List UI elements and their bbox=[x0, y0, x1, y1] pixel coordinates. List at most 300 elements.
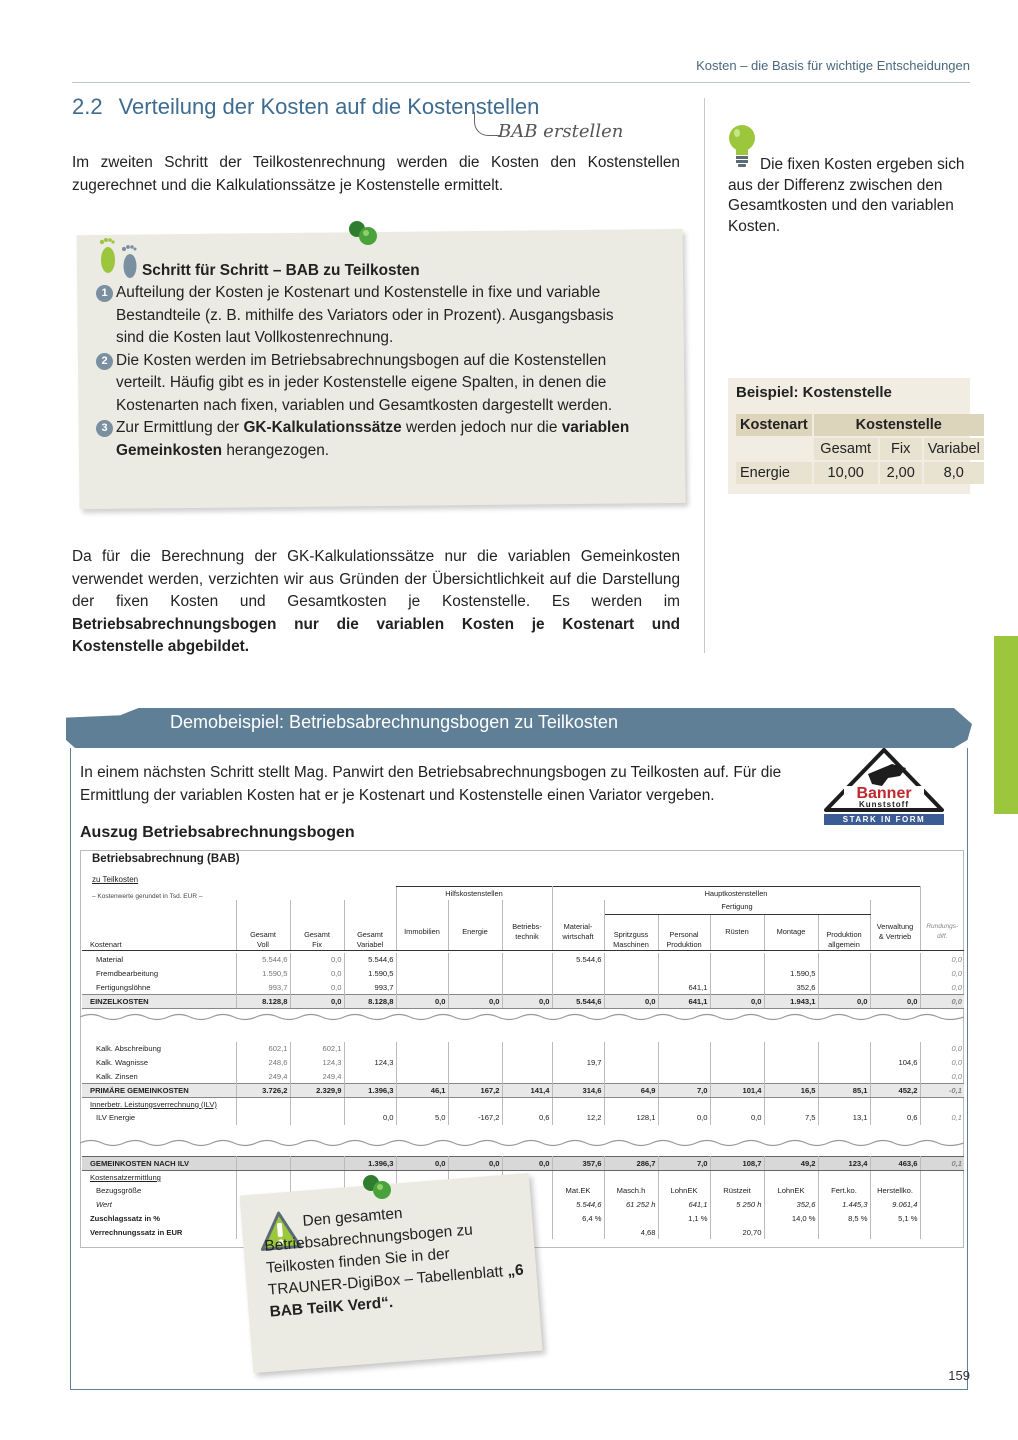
bab-cell: 14,0 % bbox=[764, 1212, 818, 1226]
bab-col-label: Material- bbox=[563, 921, 593, 931]
bab-col-ruesten: Rüsten bbox=[710, 914, 764, 950]
bab-cell: 9.061,4 bbox=[870, 1198, 920, 1212]
bab-cell: 7,5 bbox=[764, 1111, 818, 1125]
bab-cell: 0,0 bbox=[396, 994, 448, 1008]
bab-col-label: & Vertrieb bbox=[878, 931, 912, 941]
bab-row-label: Kalk. Abschreibung bbox=[82, 1042, 236, 1056]
bab-col-label: Rundungs- bbox=[926, 922, 959, 930]
table-row bbox=[82, 1042, 964, 1056]
bab-cell: 1.396,3 bbox=[344, 1083, 396, 1097]
bab-cell: -0,1 bbox=[920, 1083, 964, 1097]
example-value: 2,00 bbox=[880, 462, 922, 484]
bab-cell bbox=[236, 1170, 290, 1184]
bab-cell: 0,0 bbox=[818, 994, 870, 1008]
bab-cell: 0,0 bbox=[290, 953, 344, 967]
page-number: 159 bbox=[948, 1368, 970, 1383]
step-text-part: herangezogen. bbox=[222, 441, 330, 459]
bab-row-label: Material bbox=[82, 953, 236, 967]
bab-subtitle: zu Teilkosten bbox=[92, 875, 139, 884]
bab-cell bbox=[764, 1170, 818, 1184]
bab-cell bbox=[448, 1097, 502, 1111]
bab-cell: 8.128,8 bbox=[344, 994, 396, 1008]
bab-cell bbox=[870, 1070, 920, 1084]
step-item bbox=[96, 282, 636, 350]
bab-col-immobilien: Immobilien bbox=[396, 914, 448, 950]
bab-col-label: Betriebs- bbox=[512, 921, 542, 931]
bab-group-hilfs: Hilfskostenstellen bbox=[396, 887, 552, 901]
table-row bbox=[82, 1097, 964, 1111]
bab-cell bbox=[290, 1111, 344, 1125]
bab-cell: 141,4 bbox=[502, 1083, 552, 1097]
bab-cell: 0,0 bbox=[710, 1111, 764, 1125]
section-title-text: Verteilung der Kosten auf die Kostenstellen bbox=[118, 94, 540, 119]
bab-cell bbox=[818, 1097, 870, 1111]
bab-col-gesamt-variabel bbox=[344, 914, 396, 950]
step-text bbox=[116, 419, 629, 459]
bab-cell bbox=[658, 967, 710, 981]
example-value: 10,00 bbox=[814, 462, 878, 484]
bab-cell: 101,4 bbox=[710, 1083, 764, 1097]
table-row bbox=[82, 1083, 964, 1097]
bab-cell bbox=[710, 1212, 764, 1226]
step-text-part: Zur Ermittlung der bbox=[116, 419, 244, 436]
bab-cell bbox=[448, 967, 502, 981]
bab-cell bbox=[870, 1097, 920, 1111]
bab-cell bbox=[396, 1042, 448, 1056]
bab-col-produktion bbox=[818, 914, 870, 950]
bab-cell bbox=[920, 1212, 964, 1226]
bab-cell: 0,0 bbox=[502, 994, 552, 1008]
bab-cell: 5,0 bbox=[396, 1111, 448, 1125]
bab-col-label: Gesamt bbox=[250, 929, 276, 939]
bab-cell: 49,2 bbox=[764, 1157, 818, 1171]
bab-row-label: Innerbetr. Leistungsverrechnung (ILV) bbox=[82, 1097, 236, 1111]
bab-cell: 993,7 bbox=[344, 981, 396, 995]
bab-cell bbox=[710, 1170, 764, 1184]
bab-cell: 0,0 bbox=[920, 967, 964, 981]
bab-cell: 357,6 bbox=[552, 1157, 604, 1171]
bab-cell bbox=[552, 1225, 604, 1239]
step-item bbox=[96, 417, 636, 462]
bab-cell: 249,4 bbox=[290, 1070, 344, 1084]
bab-col-label: Fix bbox=[312, 939, 322, 949]
bab-col-betriebstechnik bbox=[502, 914, 552, 950]
bab-cell: 104,6 bbox=[870, 1056, 920, 1070]
bab-row-label: Wert bbox=[82, 1198, 236, 1212]
bab-cell: 641,1 bbox=[658, 981, 710, 995]
bab-cell: 452,2 bbox=[870, 1083, 920, 1097]
bab-col-label: allgemein bbox=[828, 939, 860, 949]
bab-cell: 5.544,6 bbox=[552, 953, 604, 967]
bab-cell: 128,1 bbox=[604, 1111, 658, 1125]
logo-slogan: STARK IN FORM bbox=[824, 814, 944, 825]
table-break-wave bbox=[80, 1012, 964, 1022]
bab-cell bbox=[658, 1170, 710, 1184]
bab-col-label: Verwaltung bbox=[876, 921, 914, 931]
bab-cell bbox=[502, 1056, 552, 1070]
bab-cell: 0,0 bbox=[870, 994, 920, 1008]
bab-row-label: Bezugsgröße bbox=[82, 1184, 236, 1198]
bab-cell: 352,6 bbox=[764, 1198, 818, 1212]
bab-cell: Mat.EK bbox=[552, 1184, 604, 1198]
bab-row-label: Kalk. Zinsen bbox=[82, 1070, 236, 1084]
bab-cell: 0,0 bbox=[344, 1111, 396, 1125]
bab-cell bbox=[764, 1070, 818, 1084]
table-row bbox=[82, 1157, 964, 1171]
bab-cell bbox=[818, 1056, 870, 1070]
bab-col-montage: Montage bbox=[764, 914, 818, 950]
bab-cell bbox=[448, 981, 502, 995]
bab-row-label: ILV Energie bbox=[82, 1111, 236, 1125]
example-subheader: Gesamt bbox=[814, 438, 878, 460]
bab-cell: 5.544,6 bbox=[552, 994, 604, 1008]
bab-cell: 19,7 bbox=[552, 1056, 604, 1070]
bab-cell: Rüstzeit bbox=[710, 1184, 764, 1198]
bab-col-spritzguss bbox=[604, 914, 658, 950]
example-subheader: Fix bbox=[880, 438, 922, 460]
table-row bbox=[82, 1070, 964, 1084]
bab-col-label: Produktion bbox=[826, 929, 862, 939]
bab-cell bbox=[552, 1097, 604, 1111]
step-title: Schritt für Schritt – BAB zu Teilkosten bbox=[142, 262, 420, 279]
bab-cell bbox=[818, 1070, 870, 1084]
bab-cell: 0,0 bbox=[658, 1111, 710, 1125]
bab-cell bbox=[710, 1042, 764, 1056]
bab-cell bbox=[710, 953, 764, 967]
bab-cell bbox=[710, 981, 764, 995]
bab-cell: 64,9 bbox=[604, 1083, 658, 1097]
bab-cell: 0,0 bbox=[920, 1070, 964, 1084]
bab-cell bbox=[870, 981, 920, 995]
bab-cell: 7,0 bbox=[658, 1083, 710, 1097]
bab-row-label: Zuschlagssatz in % bbox=[82, 1212, 236, 1226]
bab-cell bbox=[870, 1042, 920, 1056]
table-row bbox=[82, 981, 964, 995]
step-text: Aufteilung der Kosten je Kostenart und Kostenstelle in fixe und variable Bestandteile (z. B. mithilfe des Variators oder in Prozent). Ausgangsbasis sind die Kosten laut Vollkostenrechnung. bbox=[116, 284, 614, 346]
bab-cell: 5.544,6 bbox=[552, 1198, 604, 1212]
bab-cell bbox=[764, 1042, 818, 1056]
bab-cell bbox=[396, 953, 448, 967]
bab-cell: 1.590,5 bbox=[764, 967, 818, 981]
bab-cell bbox=[920, 1097, 964, 1111]
bab-cell bbox=[236, 1097, 290, 1111]
bab-cell bbox=[920, 1225, 964, 1239]
bab-cell: 5.544,6 bbox=[344, 953, 396, 967]
step-list bbox=[96, 262, 636, 462]
bab-cell bbox=[344, 1097, 396, 1111]
bab-cell: 0,1 bbox=[920, 1157, 964, 1171]
bab-row-label: EINZELKOSTEN bbox=[82, 994, 236, 1008]
bab-cell bbox=[604, 1097, 658, 1111]
bab-row-label: GEMEINKOSTEN NACH ILV bbox=[82, 1157, 236, 1171]
bab-col-label: Personal bbox=[669, 929, 699, 939]
demo-paragraph: In einem nächsten Schritt stellt Mag. Panwirt den Betriebsabrechnungsbogen zu Teilkosten auf. Für die Ermittlung der variablen Kosten hat er je Kostenart und Kostenstelle einen Variator vergeben. bbox=[80, 764, 782, 804]
table-row bbox=[82, 953, 964, 967]
bab-note: – Kostenwerte gerundet in Tsd. EUR – bbox=[92, 893, 203, 900]
bab-col-kostenart: Kostenart bbox=[82, 914, 236, 950]
bab-cell: 1.590,5 bbox=[236, 967, 290, 981]
step-number-badge: 3 bbox=[96, 420, 113, 437]
bab-cell: 124,3 bbox=[344, 1056, 396, 1070]
step-number-badge: 1 bbox=[96, 285, 113, 302]
bab-cell bbox=[502, 1097, 552, 1111]
tip-text-body: Die fixen Kosten ergeben sich aus der Differenz zwischen den Gesamtkosten und den variablen Kosten. bbox=[728, 156, 965, 235]
bab-cell bbox=[658, 953, 710, 967]
bab-cell: 7,0 bbox=[658, 1157, 710, 1171]
bab-cell: 641,1 bbox=[658, 1198, 710, 1212]
bab-cell: 0,0 bbox=[920, 981, 964, 995]
table-row bbox=[82, 1056, 964, 1070]
bab-cell: 641,1 bbox=[658, 994, 710, 1008]
bab-cell: 8,5 % bbox=[818, 1212, 870, 1226]
bab-block-gemeinkosten bbox=[82, 1042, 964, 1125]
bab-cell bbox=[236, 1157, 290, 1171]
bab-cell bbox=[396, 981, 448, 995]
bab-cell: 16,5 bbox=[764, 1083, 818, 1097]
bab-cell bbox=[818, 1225, 870, 1239]
table-break-wave bbox=[80, 1138, 964, 1148]
bab-col-label: Gesamt bbox=[304, 929, 330, 939]
bab-col-label: technik bbox=[515, 931, 539, 941]
bab-cell bbox=[552, 967, 604, 981]
bab-cell: 167,2 bbox=[448, 1083, 502, 1097]
bab-group-fertigung: Fertigung bbox=[604, 900, 870, 914]
bab-group-haupt: Hauptkostenstellen bbox=[552, 887, 920, 901]
bab-col-rundung bbox=[920, 914, 964, 950]
main-paragraph-bold: Betriebsabrechnungsbogen nur die variablen Kosten je Kostenart und Kostenstelle abgebildet. bbox=[72, 615, 680, 655]
bab-cell: 20,70 bbox=[710, 1225, 764, 1239]
bab-cell bbox=[710, 1097, 764, 1111]
bab-cell bbox=[396, 1097, 448, 1111]
section-number: 2.2 bbox=[72, 94, 103, 119]
extract-title: Auszug Betriebsabrechnungsbogen bbox=[80, 824, 355, 841]
bab-cell: 2.329,9 bbox=[290, 1083, 344, 1097]
bab-cell bbox=[870, 967, 920, 981]
bab-cell bbox=[870, 1170, 920, 1184]
bab-cell: 12,2 bbox=[552, 1111, 604, 1125]
bab-cell bbox=[604, 953, 658, 967]
bab-cell bbox=[604, 1056, 658, 1070]
bab-cell: 8.128,8 bbox=[236, 994, 290, 1008]
example-empty-cell bbox=[736, 438, 812, 460]
step-text: Die Kosten werden im Betriebsabrechnungsbogen auf die Kostenstellen verteilt. Häufig gibt es in jeder Kostenstelle eigene Spalten, in denen die Kostenarten nach fixen, variablen und Gesamtkosten dargestellt werden. bbox=[116, 351, 613, 414]
bab-row-label: Fertigungslöhne bbox=[82, 981, 236, 995]
bab-cell: 46,1 bbox=[396, 1083, 448, 1097]
bab-cell: 3.726,2 bbox=[236, 1083, 290, 1097]
bab-col-personal bbox=[658, 914, 710, 950]
bab-cell bbox=[290, 1157, 344, 1171]
table-row bbox=[82, 994, 964, 1008]
bab-row-label: Fremdbearbeitung bbox=[82, 967, 236, 981]
bab-cell: 85,1 bbox=[818, 1083, 870, 1097]
bab-col-gesamt-fix bbox=[290, 914, 344, 950]
bab-cell bbox=[658, 1097, 710, 1111]
bab-cell bbox=[502, 1070, 552, 1084]
example-subheader: Variabel bbox=[924, 438, 984, 460]
bab-cell: Masch.h bbox=[604, 1184, 658, 1198]
bab-cell: Herstellko. bbox=[870, 1184, 920, 1198]
tip-text bbox=[728, 155, 972, 237]
bab-cell bbox=[396, 1056, 448, 1070]
bab-col-energie: Energie bbox=[448, 914, 502, 950]
bab-cell bbox=[448, 953, 502, 967]
bab-cell: 108,7 bbox=[710, 1157, 764, 1171]
bab-cell: 314,6 bbox=[552, 1083, 604, 1097]
bab-cell bbox=[448, 1056, 502, 1070]
bab-cell bbox=[502, 953, 552, 967]
bab-cell bbox=[236, 1111, 290, 1125]
bab-cell bbox=[604, 1170, 658, 1184]
bab-row-label: Kalk. Wagnisse bbox=[82, 1056, 236, 1070]
bab-cell bbox=[818, 1170, 870, 1184]
bab-cell: 5.544,6 bbox=[236, 953, 290, 967]
bab-cell bbox=[658, 1225, 710, 1239]
bab-col-label: Produktion bbox=[666, 939, 702, 949]
bab-cell bbox=[710, 1070, 764, 1084]
warning-text-body: Den gesamten Betriebsabrechnungsbogen zu Teilkosten finden Sie in der TRAUNER-DigiBox – Tabellenblatt bbox=[263, 1205, 509, 1299]
bab-cell bbox=[396, 967, 448, 981]
bab-cell: 0,0 bbox=[604, 994, 658, 1008]
bab-cell: 61 252 h bbox=[604, 1198, 658, 1212]
bab-cell bbox=[502, 981, 552, 995]
bab-cell: 0,0 bbox=[396, 1157, 448, 1171]
bab-cell bbox=[604, 981, 658, 995]
bab-cell bbox=[396, 1070, 448, 1084]
bab-cell bbox=[658, 1056, 710, 1070]
bab-cell: 0,0 bbox=[448, 994, 502, 1008]
chapter-tab bbox=[994, 636, 1018, 814]
bab-cell bbox=[502, 967, 552, 981]
table-row bbox=[82, 1111, 964, 1125]
bab-row-label: Verrechnungssatz in EUR bbox=[82, 1225, 236, 1239]
bab-cell bbox=[870, 953, 920, 967]
bab-cell bbox=[764, 1225, 818, 1239]
bab-col-label: wirtschaft bbox=[562, 931, 594, 941]
bab-col-verwaltung bbox=[870, 914, 920, 950]
bab-cell: 1,1 % bbox=[658, 1212, 710, 1226]
bab-cell: LohnEK bbox=[764, 1184, 818, 1198]
bab-cell: 13,1 bbox=[818, 1111, 870, 1125]
step-text-bold: variablen Gemeinkosten bbox=[116, 419, 630, 459]
bab-cell: 1.396,3 bbox=[344, 1157, 396, 1171]
bab-cell: -167,2 bbox=[448, 1111, 502, 1125]
bab-cell: 0,0 bbox=[920, 1056, 964, 1070]
column-divider bbox=[704, 98, 705, 653]
bab-cell: 0,0 bbox=[710, 994, 764, 1008]
bab-cell: 352,6 bbox=[764, 981, 818, 995]
bab-cell: 0,0 bbox=[920, 953, 964, 967]
header-rule bbox=[72, 82, 970, 83]
bab-col-label: Variabel bbox=[356, 939, 384, 949]
bab-cell bbox=[818, 953, 870, 967]
bab-cell bbox=[818, 1042, 870, 1056]
bab-cell: 602,1 bbox=[236, 1042, 290, 1056]
bab-cell bbox=[870, 1225, 920, 1239]
step-item bbox=[96, 350, 636, 418]
bab-block-einzelkosten bbox=[82, 953, 964, 1009]
bab-cell bbox=[604, 1042, 658, 1056]
bab-row-label: Kostensatzermittlung bbox=[82, 1170, 236, 1184]
bab-col-label: diff. bbox=[937, 932, 948, 940]
bab-cell: 1.590,5 bbox=[344, 967, 396, 981]
bab-cell: 124,3 bbox=[290, 1056, 344, 1070]
bab-cell: 6,4 % bbox=[552, 1212, 604, 1226]
bab-cell bbox=[710, 967, 764, 981]
bab-col-label: Maschinen bbox=[613, 939, 649, 949]
handnote-hook bbox=[474, 112, 500, 136]
bab-cell: 286,7 bbox=[604, 1157, 658, 1171]
bab-cell bbox=[290, 1097, 344, 1111]
bab-cell: 5 250 h bbox=[710, 1198, 764, 1212]
bab-cell bbox=[552, 981, 604, 995]
bab-cell: 993,7 bbox=[236, 981, 290, 995]
bab-cell bbox=[818, 967, 870, 981]
bab-col-label: Voll bbox=[257, 939, 269, 949]
bab-cell bbox=[920, 1184, 964, 1198]
table-row bbox=[82, 967, 964, 981]
bab-cell: 0,1 bbox=[920, 1111, 964, 1125]
running-head: Kosten – die Basis für wichtige Entscheidungen bbox=[696, 58, 970, 73]
bab-cell bbox=[764, 953, 818, 967]
logo-subtitle: Kunststoff bbox=[859, 800, 909, 809]
bab-col-label: Spritzguss bbox=[613, 929, 649, 939]
bab-cell bbox=[604, 1212, 658, 1226]
example-title: Beispiel: Kostenstelle bbox=[736, 384, 892, 401]
bab-cell: 4,68 bbox=[604, 1225, 658, 1239]
bab-cell: 0,0 bbox=[920, 994, 964, 1008]
bab-cell: LohnEK bbox=[658, 1184, 710, 1198]
bab-cell bbox=[344, 1070, 396, 1084]
handnote: BAB erstellen bbox=[498, 121, 624, 142]
bab-cell bbox=[604, 967, 658, 981]
bab-cell: 0,0 bbox=[920, 1042, 964, 1056]
bab-cell bbox=[604, 1070, 658, 1084]
bab-header bbox=[82, 886, 964, 951]
bab-cell bbox=[818, 981, 870, 995]
bab-cell bbox=[448, 1042, 502, 1056]
bab-cell: 0,0 bbox=[290, 967, 344, 981]
bab-cell: 463,6 bbox=[870, 1157, 920, 1171]
step-text-bold: GK-Kalkulationssätze bbox=[243, 419, 402, 436]
main-paragraph-text: Da für die Berechnung der GK-Kalkulationssätze nur die variablen Gemeinkosten verwendet werden, verzichten wir aus Gründen der Übersichtlichkeit auf die Darstellung der fixen Kosten und Gesamtkosten je Kostenstelle. Es werden im bbox=[72, 548, 680, 610]
bab-cell: 0,0 bbox=[448, 1157, 502, 1171]
bab-cell bbox=[344, 1042, 396, 1056]
bab-cell bbox=[764, 1097, 818, 1111]
bab-title: Betriebsabrechnung (BAB) bbox=[92, 853, 240, 865]
bab-cell: 0,0 bbox=[290, 994, 344, 1008]
bab-cell bbox=[290, 1170, 344, 1184]
bab-cell bbox=[502, 1042, 552, 1056]
logo-name: Banner bbox=[856, 785, 912, 802]
bab-cell: 1.445,3 bbox=[818, 1198, 870, 1212]
bab-cell bbox=[448, 1070, 502, 1084]
example-header-kostenart: Kostenart bbox=[736, 414, 812, 436]
bab-cell bbox=[552, 1070, 604, 1084]
example-header-kostenstelle: Kostenstelle bbox=[814, 414, 984, 436]
warning-text bbox=[262, 1194, 528, 1324]
bab-cell: 249,4 bbox=[236, 1070, 290, 1084]
intro-paragraph: Im zweiten Schritt der Teilkostenrechnung werden die Kosten den Kostenstellen zugerechnet und die Kalkulationssätze je Kostenstelle ermittelt. bbox=[72, 154, 680, 194]
example-value: 8,0 bbox=[924, 462, 984, 484]
section-title bbox=[72, 94, 539, 120]
bab-cell: 123,4 bbox=[818, 1157, 870, 1171]
bab-col-materialwirtschaft bbox=[552, 914, 604, 950]
warning-text-bold: „6 BAB TeilK Verd“. bbox=[269, 1261, 525, 1321]
bab-cell bbox=[552, 1170, 604, 1184]
bab-cell bbox=[710, 1056, 764, 1070]
bab-cell: 0,6 bbox=[870, 1111, 920, 1125]
bab-cell bbox=[552, 1042, 604, 1056]
